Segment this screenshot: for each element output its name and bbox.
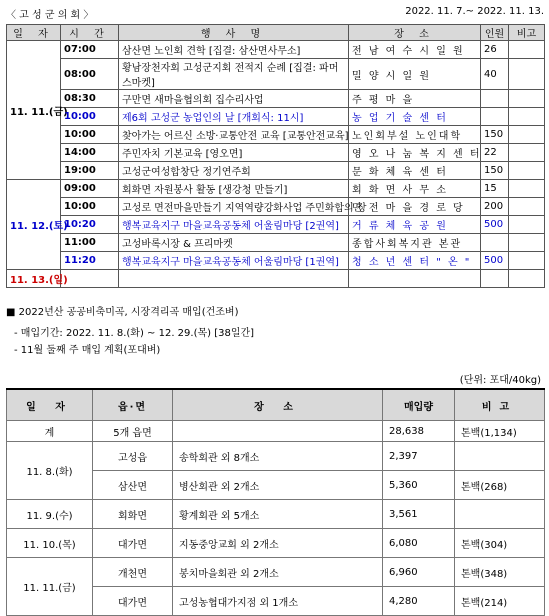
schedule-count: 500 (481, 216, 509, 234)
schedule-place: 주 평 마 을 (349, 90, 481, 108)
schedule-note (509, 198, 545, 216)
total-label: 계 (7, 421, 93, 442)
col-place: 장 소 (349, 25, 481, 41)
schedule-date: 11. 11.(금) (7, 41, 61, 180)
schedule-place: 노인회부설 노인대학 (349, 126, 481, 144)
purchase-amount: 6,960 (383, 558, 455, 587)
schedule-row (7, 59, 545, 90)
purchase-place: 고성농협대가지점 외 1개소 (173, 587, 383, 616)
schedule-time: 19:00 (61, 162, 119, 180)
schedule-note (509, 234, 545, 252)
section-title: ■ 2022년산 공공비축미곡, 시장격리곡 매입(건조벼) (6, 307, 239, 318)
schedule-time: 10:00 (61, 198, 119, 216)
schedule-place: 청 소 년 센 터 " 온 " (349, 252, 481, 270)
col-date: 일 자 (7, 25, 61, 41)
purchase-date: 11. 10.(목) (7, 529, 93, 558)
schedule-note (509, 144, 545, 162)
purchase-note: 톤백(304) (455, 529, 545, 558)
purchase-place: 병산회관 외 2개소 (173, 471, 383, 500)
schedule-place: 밀 양 시 일 원 (349, 59, 481, 90)
purchase-town: 회화면 (93, 500, 173, 529)
unit-label: (단위: 포대/40kg) (459, 375, 541, 386)
purchase-place: 송학회관 외 8개소 (173, 442, 383, 471)
schedule-time: 10:00 (61, 108, 119, 126)
purchase-note: 톤백(268) (455, 471, 545, 500)
purchase-date: 11. 8.(화) (7, 442, 93, 500)
schedule-event: 황남장천자회 고성군지회 전적지 순례 [집결: 파머스마켓] (119, 59, 349, 90)
schedule-place: 농 업 기 술 센 터 (349, 108, 481, 126)
schedule-event (119, 270, 349, 288)
schedule-place: 전 남 여 수 시 일 원 (349, 41, 481, 59)
purchase-town: 개천면 (93, 558, 173, 587)
purchase-town: 대가면 (93, 529, 173, 558)
schedule-time: 14:00 (61, 144, 119, 162)
schedule-note (509, 270, 545, 288)
schedule-row (7, 198, 545, 216)
schedule-header-row (7, 25, 545, 41)
schedule-place: 면 전 마 을 경 로 당 (349, 198, 481, 216)
schedule-count (481, 108, 509, 126)
col-time: 시 간 (61, 25, 119, 41)
schedule-note (509, 41, 545, 59)
schedule-row (7, 108, 545, 126)
col-place: 장 소 (173, 389, 383, 421)
schedule-note (509, 108, 545, 126)
schedule-event: 고성로 면전마을만들기 지역역량강화사업 주민화합의 장 (119, 198, 349, 216)
col-note: 비고 (455, 389, 545, 421)
schedule-time: 10:00 (61, 126, 119, 144)
purchase-row (7, 529, 545, 558)
total-note: 톤백(1,134) (455, 421, 545, 442)
purchase-note: 톤백(214) (455, 587, 545, 616)
schedule-count: 150 (481, 162, 509, 180)
total-amount: 28,638 (383, 421, 455, 442)
purchase-row (7, 558, 545, 587)
total-row (7, 421, 545, 442)
schedule-note (509, 162, 545, 180)
schedule-note (509, 180, 545, 198)
schedule-count: 200 (481, 198, 509, 216)
schedule-event: 고성바록시장 & 프리마켓 (119, 234, 349, 252)
purchase-amount: 5,360 (383, 471, 455, 500)
purchase-amount: 3,561 (383, 500, 455, 529)
purchase-date: 11. 9.(수) (7, 500, 93, 529)
schedule-event: 삼산면 노인회 견학 [집결: 삼산면사무소] (119, 41, 349, 59)
schedule-event: 행복교육지구 마을교육공동체 어울림마당 [1권역] (119, 252, 349, 270)
schedule-event: 구만면 새마을협의회 집수리사업 (119, 90, 349, 108)
purchase-amount: 6,080 (383, 529, 455, 558)
schedule-event: 행복교육지구 마을교육공동체 어울림마당 [2권역] (119, 216, 349, 234)
purchase-town: 대가면 (93, 587, 173, 616)
col-event: 행 사 명 (119, 25, 349, 41)
schedule-date: 11. 12.(토) (7, 180, 61, 270)
schedule-time: 08:00 (61, 59, 119, 90)
schedule-event: 주민자치 기본교육 [영오면] (119, 144, 349, 162)
schedule-place (349, 270, 481, 288)
schedule-count: 26 (481, 41, 509, 59)
schedule-event: 고성군여성합창단 정기연주회 (119, 162, 349, 180)
schedule-count: 15 (481, 180, 509, 198)
schedule-time: 11:00 (61, 234, 119, 252)
schedule-note (509, 126, 545, 144)
col-note: 비고 (509, 25, 545, 41)
schedule-date: 11. 13.(일) (7, 270, 61, 288)
purchase-row (7, 500, 545, 529)
schedule-time: 08:30 (61, 90, 119, 108)
schedule-count: 40 (481, 59, 509, 90)
schedule-time: 11:20 (61, 252, 119, 270)
schedule-place: 문 화 체 육 센 터 (349, 162, 481, 180)
purchase-note (455, 442, 545, 471)
col-count: 인원 (481, 25, 509, 41)
schedule-row (7, 90, 545, 108)
schedule-event: 제6회 고성군 농업인의 날 [개회식: 11시] (119, 108, 349, 126)
col-date: 일 자 (7, 389, 93, 421)
schedule-row (7, 162, 545, 180)
total-place (173, 421, 383, 442)
schedule-place: 종합사회복지관 본관 (349, 234, 481, 252)
schedule-note (509, 90, 545, 108)
schedule-event: 회화면 자원봉사 활동 [생강청 만들기] (119, 180, 349, 198)
schedule-row (7, 252, 545, 270)
purchase-town: 삼산면 (93, 471, 173, 500)
schedule-time: 10:20 (61, 216, 119, 234)
schedule-place: 거 류 체 육 공 원 (349, 216, 481, 234)
schedule-row (7, 234, 545, 252)
schedule-count: 500 (481, 252, 509, 270)
schedule-place: 회 화 면 사 무 소 (349, 180, 481, 198)
col-amount: 매입량 (383, 389, 455, 421)
schedule-note (509, 252, 545, 270)
schedule-note (509, 59, 545, 90)
purchase-place: 황계회관 외 5개소 (173, 500, 383, 529)
schedule-row (7, 216, 545, 234)
schedule-row (7, 126, 545, 144)
schedule-count: 22 (481, 144, 509, 162)
purchase-place: 봉치마을회관 외 2개소 (173, 558, 383, 587)
schedule-note (509, 216, 545, 234)
purchase-amount: 4,280 (383, 587, 455, 616)
council-title: 〈 고 성 군 의 회 〉 (6, 10, 94, 21)
schedule-row (7, 180, 545, 198)
schedule-time: 07:00 (61, 41, 119, 59)
schedule-place: 영 오 나 눔 복 지 센 터 (349, 144, 481, 162)
schedule-table (6, 24, 545, 288)
purchase-date: 11. 11.(금) (7, 558, 93, 616)
section-line-period: - 매입기간: 2022. 11. 8.(화) ~ 12. 29.(목) [38일간] (14, 328, 255, 339)
schedule-count (481, 234, 509, 252)
schedule-count (481, 270, 509, 288)
purchase-amount: 2,397 (383, 442, 455, 471)
schedule-row (7, 270, 545, 288)
purchase-town: 고성읍 (93, 442, 173, 471)
week-period: 2022. 11. 7.~ 2022. 11. 13. (405, 6, 544, 17)
purchase-place: 지동중앙교회 외 2개소 (173, 529, 383, 558)
total-town: 5개 읍면 (93, 421, 173, 442)
schedule-row (7, 41, 545, 59)
purchase-row (7, 442, 545, 471)
schedule-row (7, 144, 545, 162)
schedule-count (481, 90, 509, 108)
schedule-time (61, 270, 119, 288)
col-town: 읍·면 (93, 389, 173, 421)
section-line-plan: - 11월 둘째 주 매입 계획(포대벼) (14, 345, 161, 356)
purchase-table (6, 388, 545, 616)
purchase-note: 톤백(348) (455, 558, 545, 587)
schedule-count: 150 (481, 126, 509, 144)
purchase-header-row (7, 389, 545, 421)
purchase-note (455, 500, 545, 529)
schedule-event: 찾아가는 어르신 소방·교통안전 교육 [교통안전교육] (119, 126, 349, 144)
page-header (6, 6, 544, 20)
schedule-time: 09:00 (61, 180, 119, 198)
